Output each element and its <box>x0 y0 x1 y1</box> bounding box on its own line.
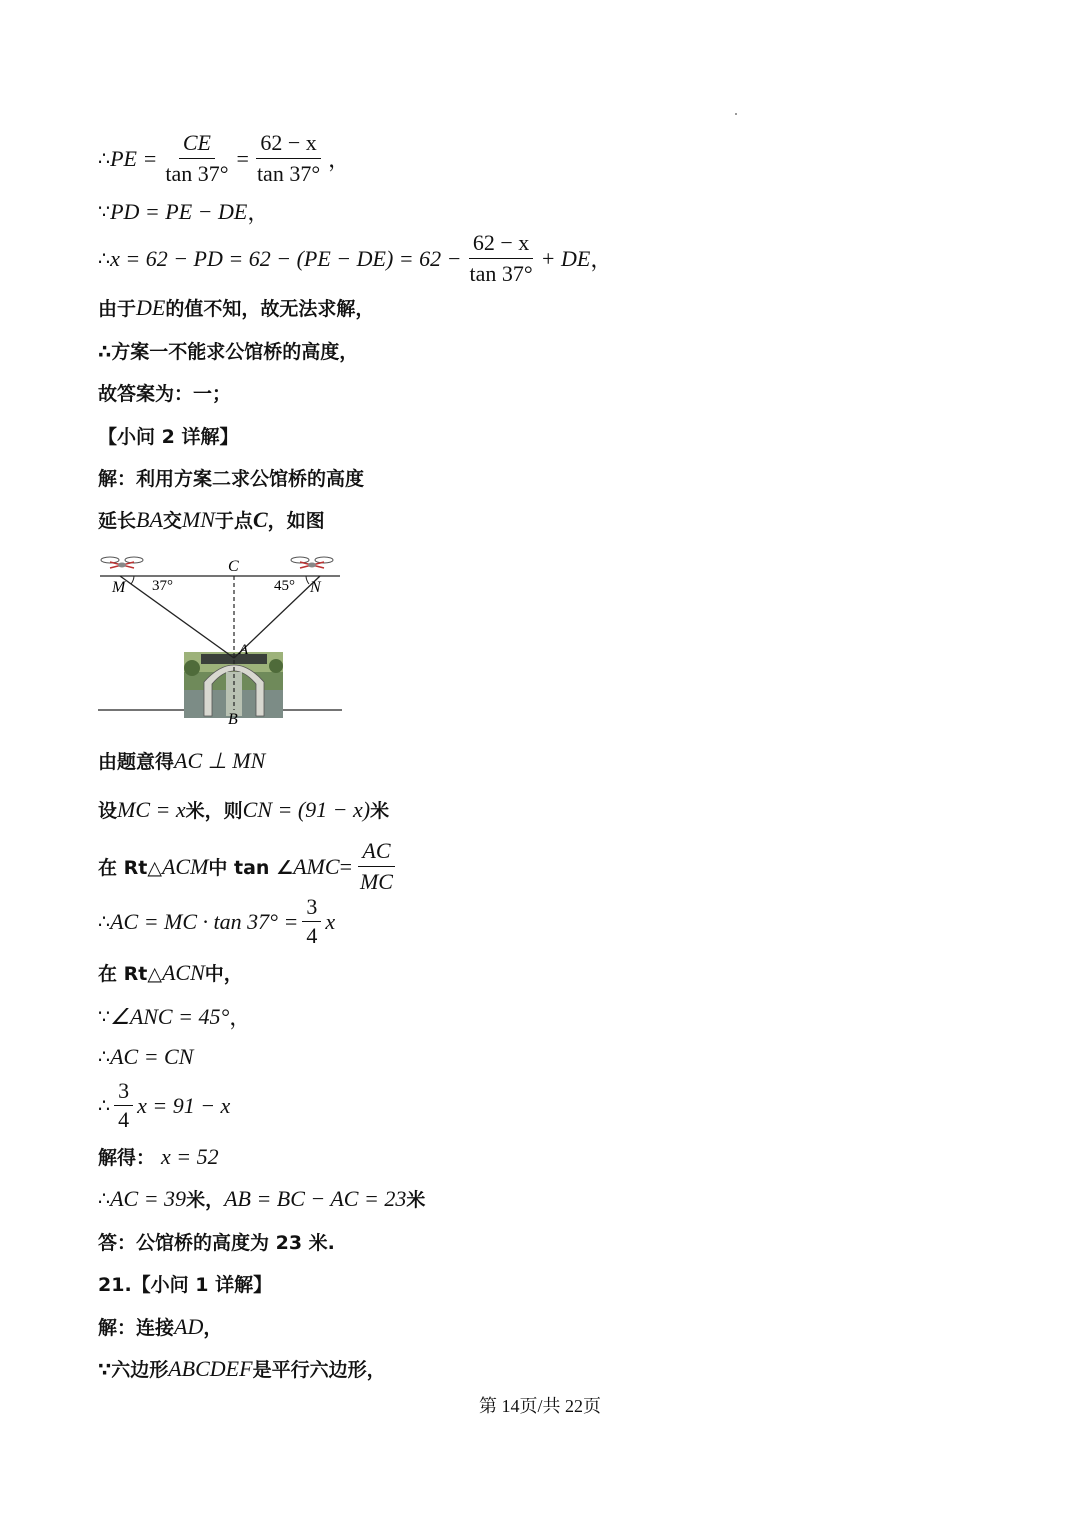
label-b: B <box>228 711 238 728</box>
fraction-three-quarters-2: $\frac{3}{4}$ <box>114 1079 133 1132</box>
line-solution-plan-two: 解：利用方案二求公馆桥的高度 <box>98 468 365 490</box>
fraction-ac-mc: $\frac{AC}{MC}$ <box>359 838 393 894</box>
section-heading-21: 21.【小问 1 详解】 <box>98 1274 273 1296</box>
line-connect-ad: 解：连接 AD ， <box>98 1313 223 1339</box>
label-angle-37: 37° <box>152 578 173 594</box>
line-pe-formula: ∴ PE = $\frac{CE}{\tan 37^\circ}$ = $\frac{62 - x}{\tan 37^\circ}$ ， <box>98 130 351 186</box>
scan-speck <box>735 113 737 115</box>
label-m: M <box>112 579 126 596</box>
line-ac-ab-values: ∴ AC = 39 米， AB = BC − AC = 23 米 <box>98 1185 426 1211</box>
therefore-symbol: ∴ <box>98 147 111 170</box>
line-hexagon: ∵六边形 ABCDEF 是平行六边形， <box>98 1355 386 1381</box>
label-n: N <box>310 579 321 596</box>
line-let-mc-x: 设 MC = x 米，则 CN = (91 − x) 米 <box>98 796 390 822</box>
line-rt-acn: 在 Rt△ ACN 中， <box>98 959 243 985</box>
line-equation-x: ∴ $\frac{3}{4}$ x = 91 − x <box>98 1078 231 1132</box>
line-ac-value: ∴ AC = MC · tan 37° = $\frac{3}{4}$ x <box>98 894 336 948</box>
fraction-62x-tan: $\frac{62 - x}{\tan 37^\circ}$ <box>256 130 321 186</box>
line-ac-perp-mn: 由题意得 AC ⊥ MN <box>98 747 266 773</box>
fraction-three-quarters: $\frac{3}{4}$ <box>302 895 321 948</box>
angle-arc-n <box>306 576 309 584</box>
label-a: A <box>239 642 249 658</box>
line-pd: ∵ PD = PE − DE ， <box>98 198 270 225</box>
because-symbol: ∵ <box>98 200 111 223</box>
line-extend-ba: 延长 BA 交 MN 于点 C ，如图 <box>98 506 325 532</box>
line-solve-x: 解得： x = 52 <box>98 1143 219 1169</box>
line-plan-one-fails: ∴方案一不能求公馆桥的高度， <box>98 341 359 363</box>
fraction-62x-tan-2: $\frac{62 - x}{\tan 37^\circ}$ <box>469 230 533 286</box>
bridge-diagram <box>96 550 346 728</box>
sight-line-ma <box>120 576 234 658</box>
page-footer: 第 14页/共 22页 <box>478 1396 601 1416</box>
drone-icon <box>291 557 333 568</box>
line-ac-eq-cn: ∴ AC = CN <box>98 1044 194 1069</box>
label-angle-45: 45° <box>274 578 295 594</box>
geometry-figure <box>96 550 346 732</box>
line-x-expression: ∴ x = 62 − PD = 62 − (PE − DE) = 62 − $\frac{62 - x}{\tan 37^\circ}$ + DE ， <box>98 230 613 286</box>
section-heading-q2: 【小问 2 详解】 <box>98 426 239 448</box>
line-de-unknown: 由于 DE 的值不知，故无法求解， <box>98 294 375 320</box>
label-c: C <box>228 558 239 575</box>
angle-arc-m <box>131 576 134 584</box>
line-angle-anc: ∵ ∠ANC = 45° ， <box>98 1003 252 1030</box>
line-answer-one: 故答案为：一； <box>98 383 232 405</box>
line-final-answer: 答：公馆桥的高度为 23 米. <box>98 1232 335 1254</box>
fraction-ce-tan: $\frac{CE}{\tan 37^\circ}$ <box>165 130 229 186</box>
drone-icon <box>101 557 143 568</box>
equation-lhs: PE = <box>110 145 158 171</box>
line-tan-amc: 在 Rt△ ACM 中 tan ∠ AMC = $\frac{AC}{MC}$ <box>98 838 401 895</box>
